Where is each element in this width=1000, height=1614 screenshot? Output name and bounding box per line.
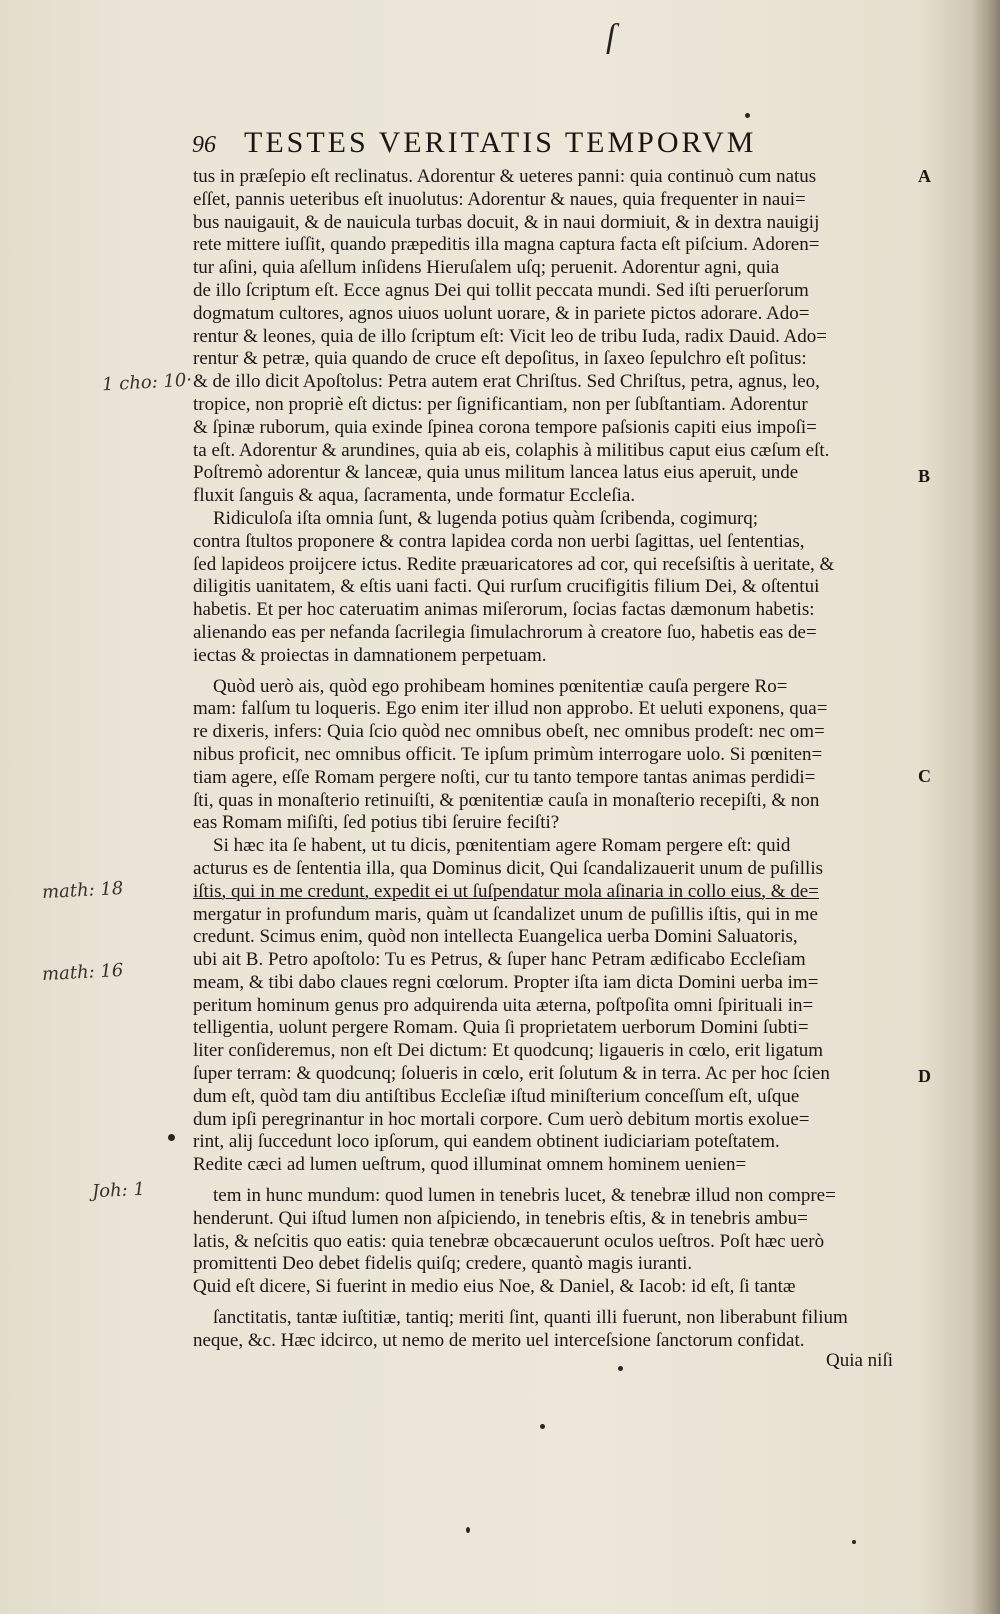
- ink-dot: [540, 1424, 545, 1429]
- ink-mark: ſ: [606, 18, 616, 55]
- text-line: Ridiculoſa iſta omnia ſunt, & lugenda potius quàm ſcribenda, cogimurq;: [213, 507, 759, 529]
- text-line: acturus es de ſententia illa, qua Dominus dicit, Qui ſcandalizauerit unum de puſillis: [193, 857, 824, 879]
- running-head: TESTES VERITATIS TEMPORVM: [244, 126, 757, 159]
- text-line: habetis. Et per hoc cateruatim animas miſerorum, ſocias factas dæmonum habetis:: [193, 599, 815, 621]
- section-letter-d: D: [918, 1066, 931, 1086]
- text-line: iſtis, qui in me credunt, expedit ei ut ſuſpendatur mola aſinaria in collo eius, & de=: [193, 880, 819, 902]
- text-line: ſed lapideos proijcere ictus. Redite præuaricatores ad cor, qui receſsiſtis à ueritate, &: [193, 553, 835, 575]
- text-line: credunt. Scimus enim, quòd non intellecta Euangelica uerba Domini Saluatoris,: [193, 926, 798, 948]
- text-line: bus nauigauit, & de nauicula turbas docuit, & in naui dormiuit, & in dextra nauigij: [193, 211, 820, 233]
- text-line: alienando eas per nefanda ſacrilegia ſimulachrorum à creatore ſuo, habetis eas de=: [193, 621, 817, 643]
- text-line: tiam agere, eſſe Romam pergere noſti, cur tu tanto tempore tantas animas perdidi=: [193, 766, 816, 788]
- text-line: ſti, quas in monaſterio retinuiſti, & pœnitentiæ cauſa in monaſterio recepiſti, & non: [193, 789, 820, 811]
- paragraph-gap: [193, 1177, 918, 1185]
- text-line: iectas & proiectas in damnationem perpetuam.: [193, 644, 547, 666]
- section-letter-c: C: [918, 766, 931, 786]
- margin-note: 1 cho: 10·: [101, 369, 193, 396]
- ink-dot: [618, 1366, 623, 1371]
- paragraph-gap: [193, 668, 918, 676]
- text-line: peritum hominum genus pro adquirenda uita æterna, poſtpoſita omni ſpirituali in=: [193, 994, 814, 1016]
- text-line: Redite cæci ad lumen ueſtrum, quod illuminat omnem hominem uenien=: [193, 1154, 747, 1176]
- section-letter-a: A: [918, 166, 931, 186]
- body-text: [193, 166, 918, 1375]
- text-line: diligitis uanitatem, & eſtis uani facti. Qui rurſum crucifigitis filium Dei, & oſtentui: [193, 576, 820, 598]
- text-line: contra ſtultos proponere & contra lapidea corda non uerbi ſagittas, uel ſententias,: [193, 530, 805, 552]
- text-line: telligentia, uolunt pergere Romam. Quia ſi proprietatem uerborum Domini ſubti=: [193, 1017, 809, 1039]
- text-line: eſſet, pannis ueteribus eſt inuolutus: Adorentur & naues, quia frequenter in naui=: [193, 188, 806, 210]
- text-line: [193, 1353, 918, 1376]
- page-number: 96: [192, 132, 216, 158]
- catchword: Quia niſi: [826, 1350, 894, 1371]
- text-line: rentur & petræ, quia quando de cruce eſt depoſitus, in ſaxeo ſepulchro eſt poſitus:: [193, 348, 807, 370]
- margin-note: Joh: 1: [91, 1178, 146, 1203]
- text-line: Si hæc ita ſe habent, ut tu dicis, pœnitentiam agere Romam pergere eſt: quid: [213, 835, 791, 857]
- text-line: tus in præſepio eſt reclinatus. Adorentur & ueteres panni: quia continuò cum natus: [193, 166, 817, 187]
- ink-dot: [745, 113, 750, 118]
- text-line: Quòd uerò ais, quòd ego prohibeam homines pœnitentiæ cauſa pergere Ro=: [213, 675, 788, 697]
- text-line: ta eſt. Adorentur & arundines, quia ab eis, colaphis à militibus caput eius cæſum eſt.: [193, 439, 830, 461]
- text-line: mam: falſum tu loqueris. Ego enim iter illud non approbo. Et ueluti exponens, qua=: [193, 698, 828, 720]
- text-line: rete mittere iuſſit, quando præpeditis illa magna captura facta eſt piſcium. Adoren=: [193, 234, 820, 256]
- text-line: latis, & neſcitis quo eatis: quia tenebræ obcæcauerunt oculos ueſtros. Poſt hæc uerò: [193, 1230, 825, 1252]
- ink-dot: [852, 1540, 856, 1544]
- text-line: & ſpinæ ruborum, quia exinde ſpinea corona tempore paſsionis capiti eius impoſi=: [193, 416, 817, 438]
- margin-note: math: 16: [41, 959, 124, 986]
- text-line: henderunt. Qui iſtud lumen non aſpiciendo, in tenebris eſtis, & in tenebris ambu=: [193, 1207, 808, 1229]
- text-line: fluxit ſanguis & aqua, ſacramenta, unde formatur Eccleſia.: [193, 485, 636, 507]
- text-line: neque, &c. Hæc idcirco, ut nemo de merito uel interceſsione ſanctorum confidat.: [193, 1329, 805, 1351]
- text-line: dum ipſi peregrinantur in hoc mortali corpore. Cum uerò debitum mortis exolue=: [193, 1108, 810, 1130]
- text-line: tur aſini, quia aſellum inſidens Hieruſalem uſq; peruenit. Adorentur agni, quia: [193, 257, 780, 279]
- text-line: mergatur in profundum maris, quàm ut ſcandalizet unum de puſillis iſtis, qui in me: [193, 903, 818, 925]
- text-line: dum eſt, quòd tam diu antiſtibus Eccleſiæ iſtud miniſterium conceſſum eſt, uſque: [193, 1085, 800, 1107]
- page-gutter-shadow: [972, 0, 1000, 1614]
- text-line: tropice, non propriè eſt dictus: per ſignificantiam, non per ſubſtantiam. Adorentur: [193, 393, 808, 415]
- text-line: rentur & leones, quia de illo ſcriptum eſt: Vicit leo de tribu Iuda, radix Dauid. Ado=: [193, 325, 827, 347]
- text-line: re dixeris, infers: Quia ſcio quòd nec omnibus obeſt, nec omnibus prodeſt: nec om=: [193, 721, 825, 743]
- text-line: & de illo dicit Apoſtolus: Petra autem erat Chriſtus. Sed Chriſtus, petra, agnus, leo,: [193, 371, 820, 393]
- text-line: liter conſideremus, non eſt Dei dictum: Et quodcunq; ligaueris in cœlo, erit ligatum: [193, 1040, 824, 1062]
- text-line: tem in hunc mundum: quod lumen in tenebris lucet, & tenebræ illud non compre=: [213, 1185, 836, 1207]
- ink-dot: [168, 1134, 175, 1141]
- page-header: [192, 126, 832, 162]
- margin-note: math: 18: [41, 877, 124, 904]
- text-line: promittenti Deo debet fidelis quiſq; credere, quantò magis iuranti.: [193, 1253, 693, 1275]
- text-line: Poſtremò adorentur & lanceæ, quia unus militum lancea latus eius aperuit, unde: [193, 462, 799, 484]
- text-line: dogmatum cultores, agnos uiuos uolunt uorare, & in pariete pictos adorare. Ado=: [193, 302, 810, 324]
- text-line: Quid eſt dicere, Si fuerint in medio eius Noe, & Daniel, & Iacob: id eſt, ſi tantæ: [193, 1276, 796, 1298]
- text-line: ſuper terram: & quodcunq; ſolueris in cœlo, erit ſolutum & in terra. Ac per hoc ſcien: [193, 1063, 830, 1085]
- text-line: rint, alij ſuccedunt loco ipſorum, qui eandem obtinent iudiciariam poteſtatem.: [193, 1131, 780, 1153]
- text-line: meam, & tibi dabo claues regni cœlorum. Propter iſta iam dicta Domini uerba im=: [193, 971, 819, 993]
- text-line: de illo ſcriptum eſt. Ecce agnus Dei qui tollit peccata mundi. Sed iſti peruerſorum: [193, 279, 809, 301]
- text-line: ubi ait B. Petro apoſtolo: Tu es Petrus, & ſuper hanc Petram ædificabo Eccleſiam: [193, 949, 806, 971]
- paragraph-gap: [193, 1299, 918, 1307]
- text-line: ſanctitatis, tantæ iuſtitiæ, tantiq; meriti ſint, quanti illi fuerunt, non liberabunt filium: [213, 1307, 848, 1329]
- text-line: eas Romam miſiſti, ſed potius tibi ſeruire feciſti?: [193, 812, 560, 834]
- text-line: nibus proficit, nec omnibus officit. Te ipſum primùm interrogare uolo. Si pœniten=: [193, 743, 823, 765]
- section-letter-b: B: [918, 466, 931, 486]
- ink-dot: [466, 1527, 470, 1533]
